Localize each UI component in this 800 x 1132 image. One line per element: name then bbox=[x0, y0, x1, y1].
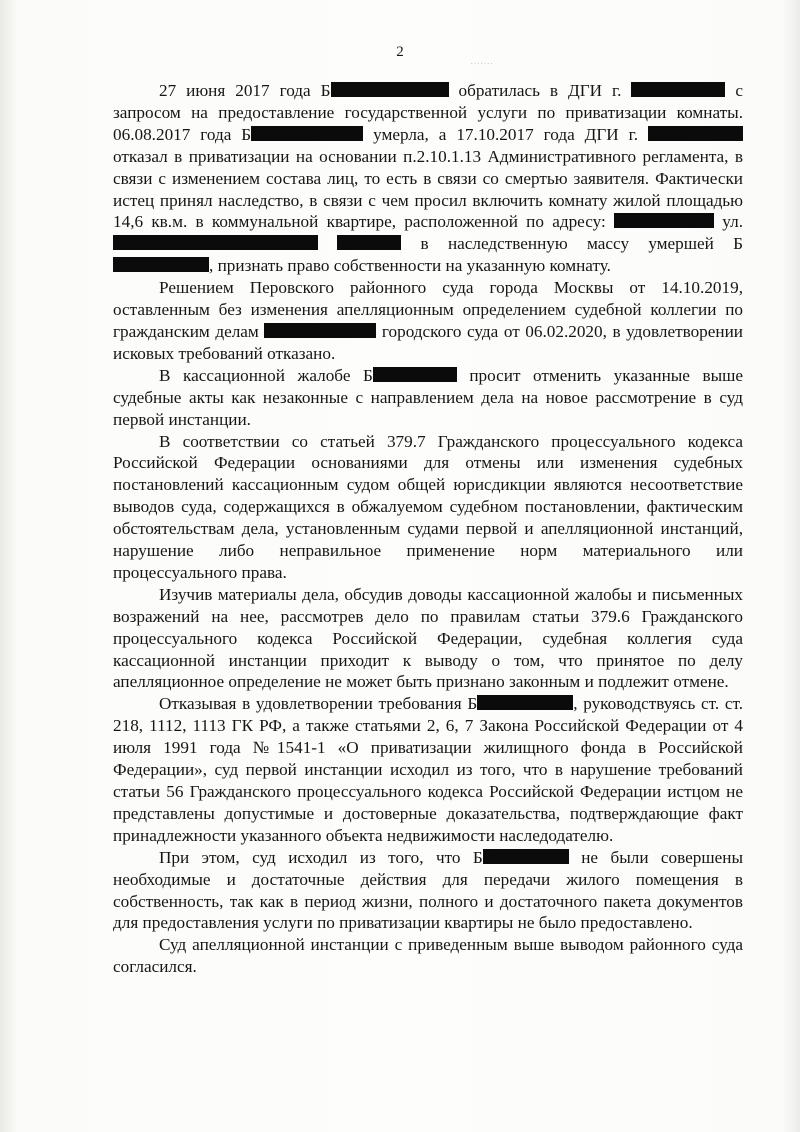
redaction-bar bbox=[331, 82, 449, 97]
redaction-bar bbox=[251, 126, 363, 141]
text-segment: ул. bbox=[714, 212, 743, 232]
text-segment: , руководствуясь ст. ст. 218, 1112, 1113 ГК РФ, а также статьями 2, 6, 7 Закона Российской Федерации от 4 июля 1991 года №1541-1 «О приватизации жилищного фонда в Российской Федерации», суд первой инстанции исходил из того, что в нарушение требований статьи 56 Гражданского процессуального кодекса Российской Федерации истцом не представлены допустимые и достоверные доказательства, подтверждающие факт принадлежности указанного объекта недвижимости наследодателю. bbox=[113, 694, 743, 845]
redaction-bar bbox=[113, 257, 209, 272]
text-segment: не были совершены необходимые и достаточные действия для передачи жилого помещения в собственность, так как в период жизни, полного и достаточного пакета документов для предоставления услуги по приватизации квартиры не было предоставлено. bbox=[113, 847, 744, 933]
text-segment: просит отменить указанные выше судебные акты как незаконные с направлением дела на новое рассмотрение в суд первой инстанции. bbox=[113, 365, 743, 429]
paragraph bbox=[113, 693, 743, 846]
text-segment: Изучив материалы дела, обсудив доводы кассационной жалобы и письменных возражений на нее, рассмотрев дело по правилам статьи 379.6 Гражданского процессуального кодекса Российской Федерации, судебная коллегия суда кассационной инстанции приходит к выводу о том, что принятое по делу апелляционное определение не может быть признано законным и подлежит отмене. bbox=[113, 584, 743, 692]
document-body bbox=[113, 80, 743, 978]
redaction-bar bbox=[477, 695, 573, 710]
paragraph bbox=[113, 847, 743, 935]
text-segment: обратилась в ДГИ г. bbox=[448, 81, 632, 100]
page-number: 2 bbox=[396, 44, 404, 60]
paragraph bbox=[113, 934, 743, 978]
redaction-bar bbox=[614, 213, 714, 228]
paragraph bbox=[113, 277, 743, 365]
redaction-bar bbox=[483, 849, 569, 864]
redaction-bar bbox=[337, 235, 401, 250]
redaction-bar bbox=[648, 126, 743, 141]
text-segment: 27 июня 2017 года Б bbox=[159, 81, 331, 100]
text-segment: городского суда от 06.02.2020, в удовлетворении исковых требований отказано. bbox=[113, 321, 743, 363]
redaction-bar bbox=[264, 323, 376, 338]
text-segment: отказал в приватизации на основании п.2.10.1.13 Административного регламента, в связи с изменением состава лиц, то есть в связи со смертью заявителя. Фактически истец принял наследство, в связи с чем просил включить комнату жилой площадью 14,6 кв.м. в коммунальной квартире, расположенной по адресу: bbox=[113, 146, 743, 232]
paragraph bbox=[113, 80, 743, 277]
paragraph bbox=[113, 584, 743, 694]
paragraph bbox=[113, 365, 743, 431]
text-segment bbox=[318, 234, 337, 253]
text-segment: Решением Перовского районного суда города Москвы от 14.10.2019, оставленным без изменения апелляционным определением судебной коллегии по гражданским делам bbox=[113, 278, 743, 341]
text-segment: Суд апелляционной инстанции с приведенным выше выводом районного суда согласился. bbox=[113, 935, 743, 977]
text-segment: , признать право собственности на указанную комнату. bbox=[209, 256, 611, 276]
text-segment: Отказывая в удовлетворении требования Б bbox=[159, 694, 478, 714]
text-segment: В кассационной жалобе Б bbox=[159, 365, 373, 385]
text-segment: При этом, суд исходил из того, что Б bbox=[159, 847, 483, 867]
text-segment: в наследственную массу умершей Б bbox=[401, 234, 743, 254]
text-segment: с запросом на предоставление государственной услуги по приватизации комнаты. 06.08.2017 года Б bbox=[113, 81, 743, 144]
bleed-through-marks: ······· bbox=[470, 58, 494, 69]
text-segment: В соответствии со статьей 379.7 Гражданского процессуального кодекса Российской Федерации основаниями для отмены или изменения судебных постановлений кассационным судом общей юрисдикции являются несоответствие выводов суда, содержащихся в обжалуемом судебном постановлении, фактическим обстоятельствам дела, установленным судами первой и апелляционной инстанций, нарушение либо неправильное применение норм материального или процессуального права. bbox=[113, 431, 743, 582]
redaction-bar bbox=[631, 82, 725, 97]
redaction-bar bbox=[113, 235, 318, 250]
redaction-bar bbox=[373, 367, 457, 382]
text-segment: умерла, а 17.10.2017 года ДГИ г. bbox=[363, 124, 648, 144]
paragraph bbox=[113, 431, 743, 584]
